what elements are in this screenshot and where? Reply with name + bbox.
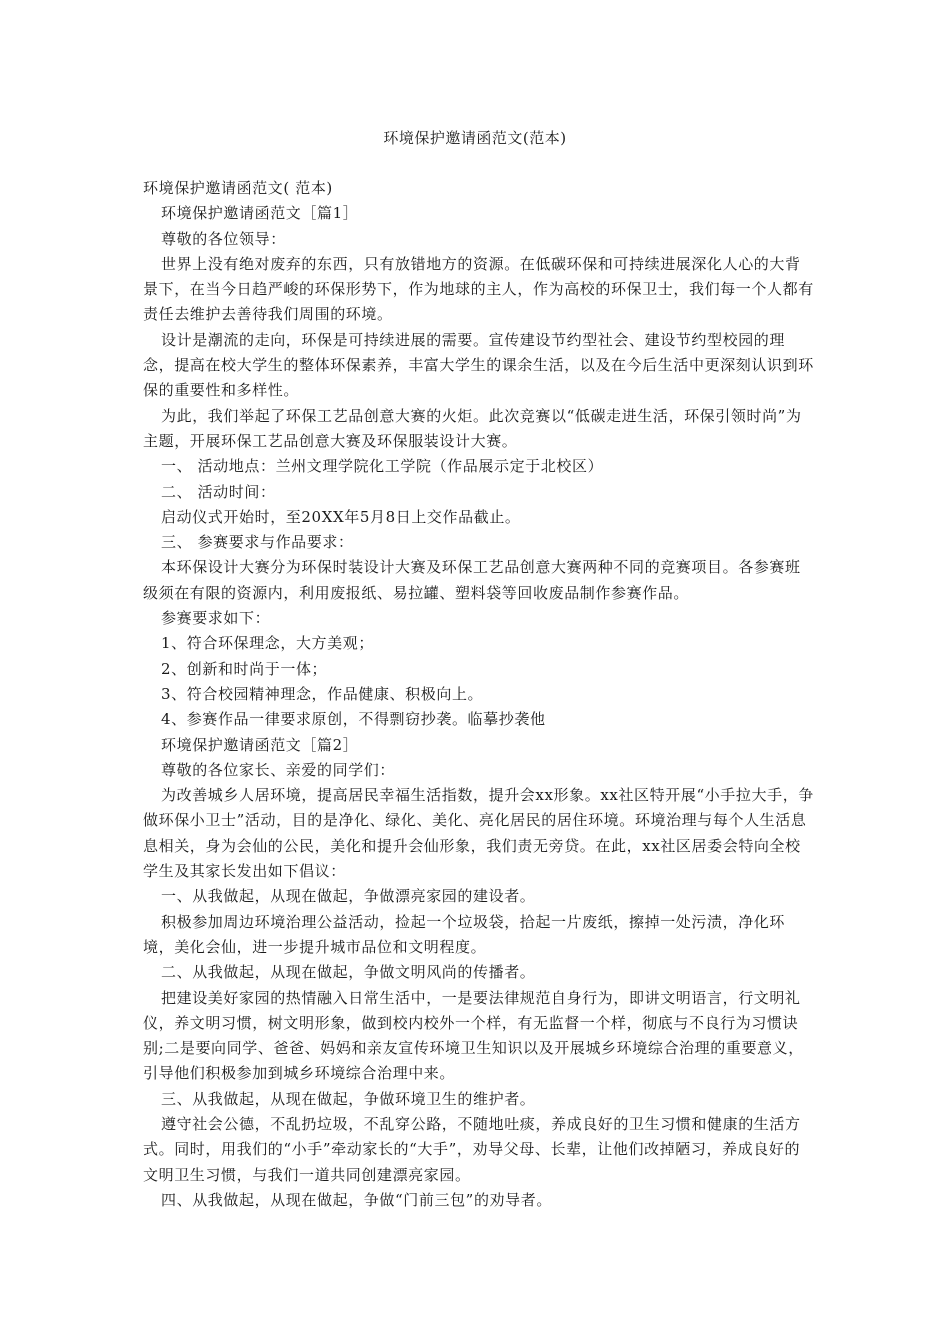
body-paragraph: 一、 活动地点：兰州文理学院化工学院（作品展示定于北校区） xyxy=(161,457,604,476)
body-paragraph: 启动仪式开始时，至20XX年5月8日上交作品截止。 xyxy=(161,507,521,526)
body-paragraph: 把建设美好家园的热情融入日常生活中，一是要法律规范自身行为，即讲文明语言，行文明礼仪，养文明习惯，树文明形象，做到校内校外一个样，有无监督一个样，彻底与不良行为习惯诀别;二是要向同学、爸爸、妈妈和亲友宣传环境卫生知识以及开展城乡环境综合治理的重要意义，引导他们积极参加到城乡环境综合治理中来。 xyxy=(143,988,804,1083)
body-paragraph: 为改善城乡人居环境，提高居民幸福生活指数，提升会xx形象。xx社区特开展“小手拉大手，争做环保小卫士”活动，目的是净化、绿化、美化、亮化居民的居住环境。环境治理与每个人生活息息相关，身为会仙的公民，美化和提升会仙形象，我们责无旁贷。在此，xx社区居委会特向全校学生及其家长发出如下倡议： xyxy=(143,786,814,881)
body-paragraph: 世界上没有绝对废弃的东西，只有放错地方的资源。在低碳环保和可持续进展深化人心的大背景下，在当今日趋严峻的环保形势下，作为地球的主人，作为高校的环保卫士，我们每一个人都有责任去维护去善待我们周围的环境。 xyxy=(143,254,814,324)
body-paragraph: 2、创新和时尚于一体； xyxy=(161,659,328,678)
body-paragraph: 积极参加周边环境治理公益活动，捡起一个垃圾袋，拾起一片废纸，擦掉一处污渍，净化环境，美化会仙，进一步提升城市品位和文明程度。 xyxy=(143,912,786,956)
document-title: 环境保护邀请函范文(范本) xyxy=(383,129,567,147)
body-paragraph: 环境保护邀请函范文［篇2］ xyxy=(161,735,359,754)
body-paragraph: 二、从我做起，从现在做起，争做文明风尚的传播者。 xyxy=(161,963,536,982)
body-paragraph: 3、符合校园精神理念，作品健康、积极向上。 xyxy=(161,684,484,703)
document-body xyxy=(143,176,815,1213)
body-paragraph: 环境保护邀请函范文［篇1］ xyxy=(161,204,359,223)
body-paragraph: 尊敬的各位领导： xyxy=(161,229,286,248)
body-paragraph: 四、从我做起，从现在做起，争做“门前三包”的劝导者。 xyxy=(161,1190,552,1209)
body-paragraph: 尊敬的各位家长、亲爱的同学们： xyxy=(161,760,396,779)
body-paragraph: 三、 参赛要求与作品要求： xyxy=(161,533,354,552)
body-paragraph: 设计是潮流的走向，环保是可持续进展的需要。宣传建设节约型社会、建设节约型校园的理念，提高在校大学生的整体环保素养，丰富大学生的课余生活，以及在今后生活中更深刻认识到环保的重要性和多样性。 xyxy=(143,330,814,400)
body-paragraph: 为此，我们举起了环保工艺品创意大赛的火炬。此次竞赛以“低碳走进生活，环保引领时尚”为主题，开展环保工艺品创意大赛及环保服装设计大赛。 xyxy=(143,406,802,450)
body-paragraph: 三、从我做起，从现在做起，争做环境卫生的维护者。 xyxy=(161,1089,536,1108)
body-paragraph: 本环保设计大赛分为环保时装设计大赛及环保工艺品创意大赛两种不同的竞赛项目。各参赛班级须在有限的资源内，利用废报纸、易拉罐、塑料袋等回收废品制作参赛作品。 xyxy=(143,558,801,602)
body-paragraph: 二、 活动时间： xyxy=(161,482,276,501)
body-paragraph: 参赛要求如下： xyxy=(161,609,271,628)
body-paragraph: 4、参赛作品一律要求原创，不得剽窃抄袭。临摹抄袭他 xyxy=(161,710,546,729)
body-paragraph: 一、从我做起，从现在做起，争做漂亮家园的建设者。 xyxy=(161,887,536,906)
body-paragraph: 环境保护邀请函范文( 范本) xyxy=(143,179,333,197)
body-paragraph: 遵守社会公德，不乱扔垃圾，不乱穿公路，不随地吐痰，养成良好的卫生习惯和健康的生活方式。同时，用我们的“小手”牵动家长的“大手”，劝导父母、长辈，让他们改掉陋习，养成良好的文明卫生习惯，与我们一道共同创建漂亮家园。 xyxy=(143,1114,801,1184)
body-paragraph: 1、符合环保理念，大方美观； xyxy=(161,634,374,653)
